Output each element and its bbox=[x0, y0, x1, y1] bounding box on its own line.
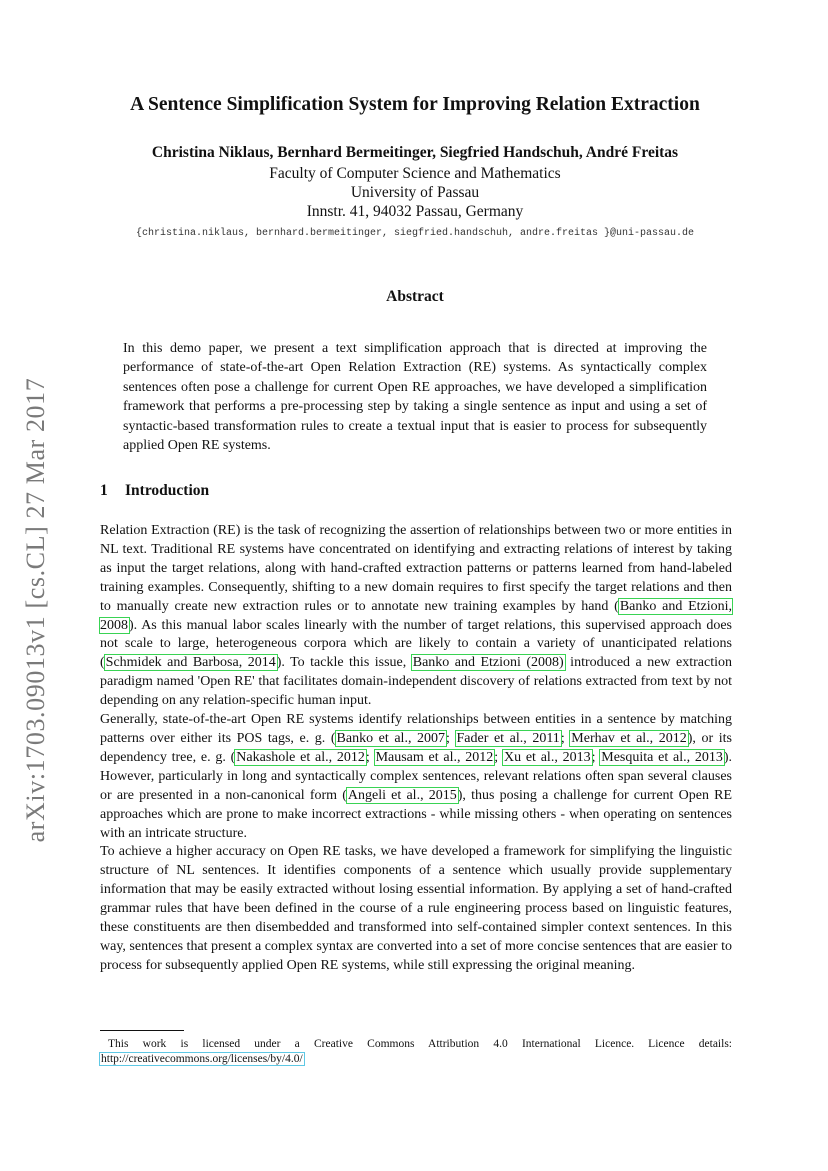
text-run: Relation Extraction (RE) is the task of recognizing the assertion of relationships between two or more entities in NL text. Traditional RE systems have concentrated on identifying and extracting relations of interest by taking as input the target relations, along with hand-crafted extraction patterns or patterns learned from hand-labeled training examples. Consequently, shifting to a new domain requires to first specify the target relations and then to manually create new extraction rules or to annotate new training examples by hand ( bbox=[100, 523, 732, 614]
license-text: This work is licensed under a Creative Commons Attribution 4.0 International Licence. bbox=[108, 1038, 635, 1050]
citation-link[interactable]: Banko and Etzioni (2008) bbox=[412, 655, 564, 671]
citation-link[interactable]: Angeli et al., 2015 bbox=[347, 787, 457, 803]
citation-link[interactable]: Nakashole et al., 2012 bbox=[236, 749, 365, 765]
author-list: Christina Niklaus, Bernhard Bermeitinger, Siegfried Handschuh, André Freitas bbox=[151, 144, 679, 161]
intro-paragraph-3: To achieve a higher accuracy on Open RE tasks, we have developed a framework for simplifying the linguistic structure of NL sentences. It identifies components of a sentence which usually provide supplementary information that may be easily extracted without losing essential information. By applying a set of hand-crafted grammar rules that have been defined in the course of a rule engineering process based on linguistic features, these constituents are then disembedded and transformed into self-contained simpler context sentences. In this way, sentences that present a complex syntax are converted into a set of more concise sentences that are easier to process for subsequently applied Open RE systems, while still expressing the original meaning. bbox=[100, 844, 732, 973]
citation-link[interactable]: Merhav et al., 2012 bbox=[571, 730, 687, 746]
section-title: Introduction bbox=[125, 482, 210, 499]
citation-link[interactable]: Mausam et al., 2012 bbox=[375, 749, 494, 765]
text-run: ), thus posing a challenge for current Open RE approaches which are prone to make incorrect extractions - while missing others - when operating on sentences with an intricate structure. bbox=[100, 787, 733, 841]
citation-link[interactable]: Mesquita et al., 2013 bbox=[601, 749, 723, 765]
license-footnote bbox=[100, 1037, 732, 1067]
text-run: ). However, particularly in long and syntactically complex sentences, relevant relations often span several clauses or are presented in a non-canonical form ( bbox=[100, 749, 733, 803]
text-run: ; bbox=[560, 730, 571, 746]
citation-link[interactable]: Banko and Etzioni, 2008 bbox=[100, 598, 733, 633]
text-run: ; bbox=[446, 730, 456, 746]
text-run: ). As this manual labor scales linearly with the number of target relations, this supervised approach does not scale to large, heterogeneous corpora which are likely to contain a variety of unanticipated relations ( bbox=[100, 617, 732, 671]
paper-title: A Sentence Simplification System for Improving Relation Extraction bbox=[130, 94, 700, 115]
author-emails: {christina.niklaus, bernhard.bermeitinger, siegfried.handschuh, andre.freitas }@uni-passau.de bbox=[135, 228, 695, 239]
license-details-label: Licence details: bbox=[648, 1038, 732, 1050]
arxiv-identifier-text: arXiv:1703.09013v1 [cs.CL] 27 Mar 2017 bbox=[21, 377, 50, 843]
text-run: introduced a new extraction paradigm named 'Open RE' that facilitates domain-independent discovery of relations extracted from text by not depending on any relation-specific human input. bbox=[100, 655, 732, 709]
abstract-text: In this demo paper, we present a text simplification approach that is directed at improving the performance of state-of-the-art Open Relation Extraction (RE) systems. As syntactically complex sentences often pose a challenge for current Open RE approaches, we have developed a simplification framework that performs a pre-processing step by taking a single sentence as input and using a set of syntactic-based transformation rules to create a textual input that is easier to process for subsequently applied Open RE systems. bbox=[123, 341, 707, 454]
text-run: Generally, state-of-the-art Open RE systems identify relationships between entities in a sentence by matching patterns over either its POS tags, e. g. ( bbox=[100, 712, 732, 746]
intro-paragraph-2 bbox=[100, 711, 732, 843]
arxiv-identifier-margin bbox=[16, 350, 56, 870]
text-run: ; bbox=[591, 749, 601, 765]
affiliation-university: University of Passau bbox=[350, 184, 480, 201]
intro-paragraph-1 bbox=[100, 522, 732, 711]
citation-link[interactable]: Xu et al., 2013 bbox=[503, 749, 591, 765]
abstract-heading: Abstract bbox=[386, 288, 444, 305]
citation-link[interactable]: Banko et al., 2007 bbox=[336, 730, 446, 746]
affiliation-address: Innstr. 41, 94032 Passau, Germany bbox=[306, 203, 524, 220]
footnote-divider bbox=[100, 1030, 184, 1031]
affiliation-faculty: Faculty of Computer Science and Mathematics bbox=[269, 165, 561, 182]
license-url-link[interactable]: http://creativecommons.org/licenses/by/4.0/ bbox=[101, 1053, 303, 1065]
citation-link[interactable]: Fader et al., 2011 bbox=[456, 730, 560, 746]
text-run: ), or its dependency tree, e. g. ( bbox=[100, 730, 732, 765]
citation-link[interactable]: Schmidek and Barbosa, 2014 bbox=[105, 655, 276, 671]
introduction-body bbox=[100, 522, 732, 976]
text-run: ; bbox=[365, 749, 375, 765]
section-heading-introduction bbox=[100, 482, 209, 500]
text-run: ). To tackle this issue, bbox=[276, 655, 412, 671]
section-number: 1 bbox=[100, 482, 108, 499]
text-run: ; bbox=[494, 749, 503, 765]
